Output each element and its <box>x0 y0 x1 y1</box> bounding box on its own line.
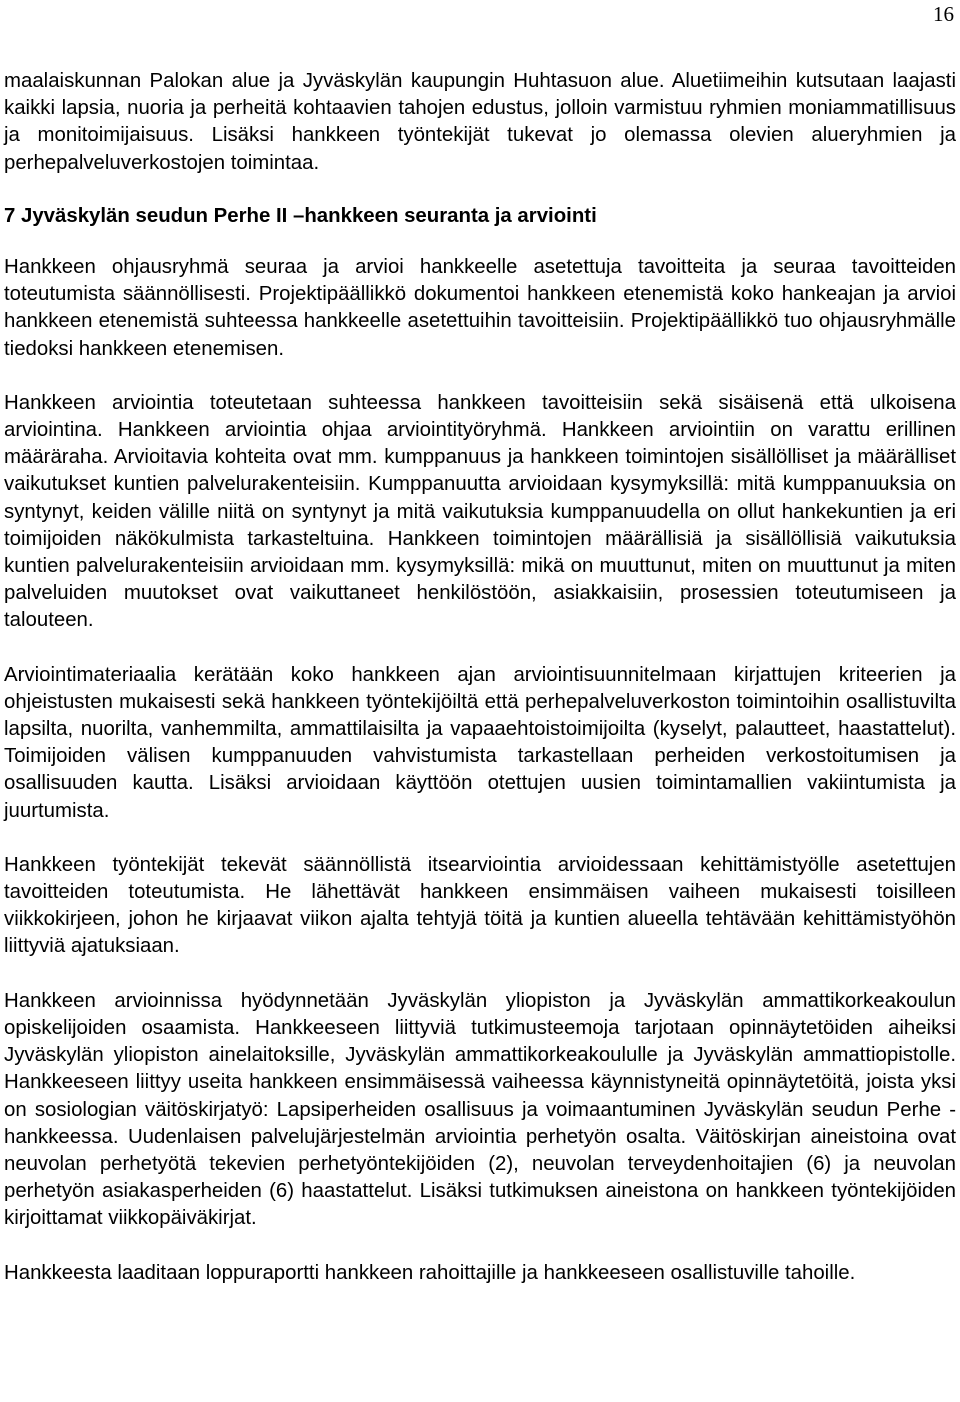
page-content <box>4 68 956 1287</box>
paragraph-final-report: Hankkeesta laaditaan loppuraportti hankkeen rahoittajille ja hankkeeseen osallistuville tahoille. <box>4 1261 856 1284</box>
paragraph-steering-group: Hankkeen ohjausryhmä seuraa ja arvioi hankkeelle asetettuja tavoitteita ja seuraa tavoitteiden toteutumista säännöllisesti. Projektipäällikkö dokumentoi hankkeen etenemistä koko hankeajan ja arvioi hankkeen etenemistä suhteessa hankkeelle asetettuihin tavoitteisiin. Projektipäällikkö tuo ohjausryhmälle tiedoksi hankkeen etenemisen. <box>4 256 956 360</box>
paragraph-student-research: Hankkeen arvioinnissa hyödynnetään Jyväskylän yliopiston ja Jyväskylän ammattikorkeakoulun opiskelijoiden osaamista. Hankkeeseen liittyviä tutkimusteemoja tarjotaan opinnäytetöiden aiheiksi Jyväskylän yliopiston ainelaitoksille, Jyväskylän ammattikorkeakoululle ja Jyväskylän ammattiopistolle. Hankkeeseen liittyy useita hankkeen ensimmäisessä vaiheessa käynnistyneitä opinnäytetöitä, joista yksi on sosiologian väitöskirjatyö: Lapsiperheiden osallisuus ja voimaantuminen Jyväskylän seudun Perhe -hankkeessa. Uudenlaisen palvelujärjestelmän arviointia perhetyön osalta. Väitöskirjan aineistoina ovat neuvolan perhetyötä tekevien perhetyöntekijöiden (2), neuvolan terveydenhoitajien (6) ja neuvolan perhetyön asiakasperheiden (6) haastattelut. Lisäksi tutkimuksen aineistona on hankkeen työntekijöiden kirjoittamat viikkopäiväkirjat. <box>4 989 956 1230</box>
paragraph-self-evaluation: Hankkeen työntekijät tekevät säännöllistä itsearviointia arvioidessaan kehittämistyölle asetettujen tavoitteiden toteutumista. He lähettävät hankkeen ensimmäisen vaiheen mukaisesti toisilleen viikkokirjeen, johon he kirjaavat viikon ajalta tehtyjä töitä ja kuntien alueella tehtävään kehittämistyöhön liittyviä ajatuksiaan. <box>4 853 956 958</box>
page-number: 16 <box>933 2 954 26</box>
paragraph-evaluation-material: Arviointimateriaalia kerätään koko hankkeen ajan arviointisuunnitelmaan kirjattujen kriteerien ja ohjeistusten mukaisesti sekä hankkeen työntekijöiltä että perhepalveluverkoston toimintoihin osallistuvilta lapsilta, nuorilta, vanhemmilta, ammattilaisilta ja vapaaehtoistoimijoilta (kyselyt, palautteet, haastattelut). Toimijoiden välisen kumppanuuden vahvistumista tarkastellaan perheiden verkostoitumisen ja osallisuuden kautta. Lisäksi arvioidaan käyttöön otettujen uusien toimintamallien vakiintumista ja juurtumista. <box>4 663 956 822</box>
section-heading: 7 Jyväskylän seudun Perhe II –hankkeen seuranta ja arviointi <box>4 204 597 227</box>
paragraph-evaluation: Hankkeen arviointia toteutetaan suhteessa hankkeen tavoitteisiin sekä sisäisenä että ulkoisena arviointina. Hankkeen arviointia ohjaa arviointityöryhmä. Hankkeen arviointiin on varattu erillinen määräraha. Arvioitavia kohteita ovat mm. kumppanuus ja hankkeen toimintojen sisällölliset ja määrälliset vaikutukset kuntien palvelurakenteisiin. Kumppanuutta arvioidaan kysymyksillä: mitä kumppanuuksia on syntynyt, keiden välille niitä on syntynyt ja mitä vaikutuksia kumppanuudella on ollut hankekuntien ja eri toimijoiden näkökulmista tarkasteltuina. Hankkeen toimintojen määrällisiä ja sisällöllisiä vaikutuksia kuntien palvelurakenteisiin arvioidaan mm. kysymyksillä: mikä on muuttunut, miten on muuttunut ja miten palveluiden muutokset ovat vaikuttaneet henkilöstöön, asiakkaisiin, prosessien toteutumiseen ja talouteen. <box>4 391 956 632</box>
paragraph-continuation: maalaiskunnan Palokan alue ja Jyväskylän kaupungin Huhtasuon alue. Aluetiimeihin kutsutaan laajasti kaikki lapsia, nuoria ja perheitä kohtaavien tahojen edustus, jolloin varmistuu ryhmien moniammatillisuus ja monitoimijaisuus. Lisäksi hankkeen työntekijät tukevat jo olemassa olevien alueryhmien ja perhepalveluverkostojen toimintaa. <box>4 70 956 174</box>
